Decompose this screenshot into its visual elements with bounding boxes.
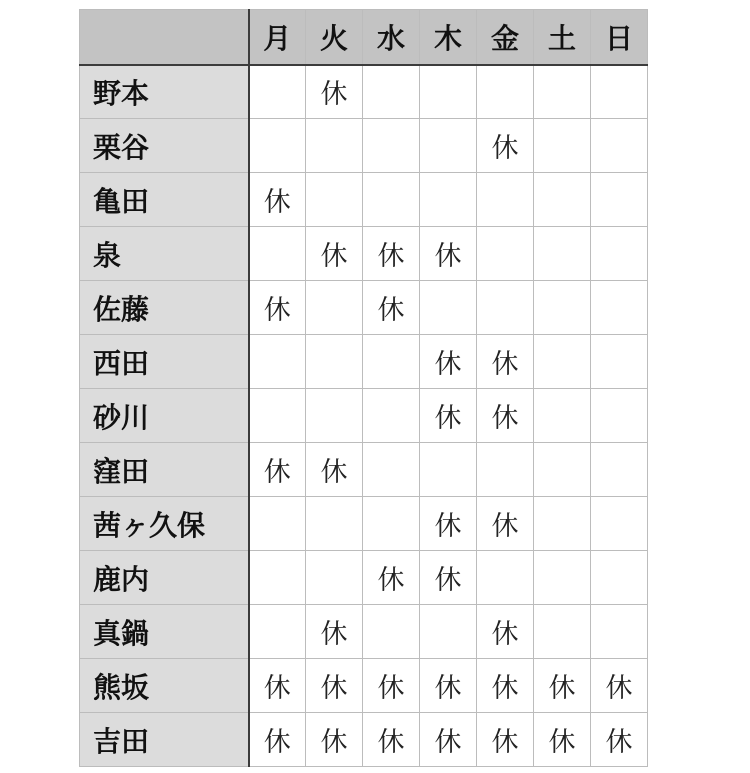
schedule-cell-tue [306,281,363,335]
schedule-cell-thu: 休 [420,551,477,605]
schedule-cell-mon: 休 [249,713,306,767]
schedule-cell-sun [591,551,648,605]
schedule-cell-sat [534,227,591,281]
schedule-cell-tue [306,173,363,227]
employee-name: 砂川 [80,389,249,443]
schedule-cell-sun [591,335,648,389]
schedule-cell-wed: 休 [363,713,420,767]
day-header-mon: 月 [249,10,306,65]
schedule-cell-fri [477,281,534,335]
schedule-cell-sat [534,335,591,389]
schedule-cell-tue: 休 [306,227,363,281]
schedule-cell-fri: 休 [477,119,534,173]
schedule-cell-sat [534,497,591,551]
day-header-thu: 木 [420,10,477,65]
schedule-cell-sat: 休 [534,659,591,713]
schedule-cell-mon [249,65,306,119]
schedule-cell-sat [534,389,591,443]
schedule-cell-mon: 休 [249,443,306,497]
schedule-cell-sun [591,497,648,551]
schedule-cell-wed: 休 [363,281,420,335]
schedule-cell-mon [249,551,306,605]
shift-schedule-table [79,9,648,767]
table-row [80,65,648,119]
schedule-cell-fri: 休 [477,335,534,389]
schedule-cell-sun [591,227,648,281]
schedule-cell-sun [591,443,648,497]
schedule-cell-tue: 休 [306,443,363,497]
schedule-cell-wed: 休 [363,659,420,713]
table-row [80,389,648,443]
schedule-cell-sat [534,119,591,173]
schedule-cell-sat [534,443,591,497]
table-row [80,551,648,605]
schedule-cell-fri: 休 [477,389,534,443]
schedule-cell-fri [477,173,534,227]
employee-name: 西田 [80,335,249,389]
schedule-cell-fri [477,443,534,497]
schedule-cell-wed [363,335,420,389]
schedule-cell-mon [249,227,306,281]
schedule-cell-thu [420,119,477,173]
day-header-sun: 日 [591,10,648,65]
schedule-cell-mon [249,335,306,389]
day-header-wed: 水 [363,10,420,65]
schedule-cell-mon: 休 [249,173,306,227]
schedule-cell-tue [306,551,363,605]
schedule-cell-sat [534,281,591,335]
header-row [80,10,648,65]
schedule-cell-mon [249,497,306,551]
table-row [80,227,648,281]
schedule-cell-tue: 休 [306,713,363,767]
table-header [80,10,648,65]
schedule-cell-mon: 休 [249,659,306,713]
schedule-cell-thu [420,281,477,335]
corner-cell [80,10,249,65]
employee-name: 亀田 [80,173,249,227]
schedule-cell-sat [534,605,591,659]
schedule-cell-thu [420,443,477,497]
schedule-cell-wed: 休 [363,227,420,281]
table-row [80,173,648,227]
schedule-cell-tue [306,497,363,551]
schedule-cell-fri [477,65,534,119]
schedule-cell-mon [249,389,306,443]
schedule-cell-sun: 休 [591,659,648,713]
schedule-cell-thu: 休 [420,335,477,389]
schedule-cell-wed [363,443,420,497]
schedule-cell-sun [591,119,648,173]
schedule-cell-thu: 休 [420,713,477,767]
employee-name: 窪田 [80,443,249,497]
schedule-cell-sat [534,551,591,605]
schedule-cell-mon [249,119,306,173]
schedule-cell-sun [591,65,648,119]
employee-name: 泉 [80,227,249,281]
schedule-cell-sat [534,65,591,119]
schedule-cell-thu [420,65,477,119]
schedule-cell-fri [477,551,534,605]
table-row [80,443,648,497]
day-header-tue: 火 [306,10,363,65]
employee-name: 熊坂 [80,659,249,713]
schedule-cell-thu [420,605,477,659]
schedule-cell-fri: 休 [477,713,534,767]
schedule-cell-wed [363,497,420,551]
table-row [80,119,648,173]
schedule-cell-tue [306,335,363,389]
employee-name: 鹿内 [80,551,249,605]
schedule-cell-sun [591,281,648,335]
schedule-cell-fri [477,227,534,281]
schedule-cell-mon [249,605,306,659]
schedule-cell-thu [420,173,477,227]
schedule-cell-wed [363,389,420,443]
schedule-cell-tue [306,389,363,443]
employee-name: 吉田 [80,713,249,767]
schedule-cell-thu: 休 [420,389,477,443]
schedule-cell-wed [363,173,420,227]
schedule-cell-sat [534,173,591,227]
table-row [80,605,648,659]
schedule-cell-tue: 休 [306,65,363,119]
schedule-cell-mon: 休 [249,281,306,335]
table-row [80,497,648,551]
schedule-cell-fri: 休 [477,659,534,713]
schedule-cell-thu: 休 [420,227,477,281]
schedule-cell-sun [591,173,648,227]
schedule-cell-thu: 休 [420,659,477,713]
employee-name: 栗谷 [80,119,249,173]
employee-name: 茜ヶ久保 [80,497,249,551]
employee-name: 真鍋 [80,605,249,659]
schedule-cell-tue: 休 [306,605,363,659]
schedule-cell-sun [591,389,648,443]
schedule-cell-wed: 休 [363,551,420,605]
day-header-fri: 金 [477,10,534,65]
schedule-cell-sun [591,605,648,659]
schedule-cell-wed [363,65,420,119]
table-row [80,713,648,767]
table-body [80,65,648,767]
table-row [80,281,648,335]
schedule-cell-tue [306,119,363,173]
employee-name: 佐藤 [80,281,249,335]
schedule-cell-fri: 休 [477,497,534,551]
employee-name: 野本 [80,65,249,119]
table-row [80,659,648,713]
table-row [80,335,648,389]
schedule-cell-sun: 休 [591,713,648,767]
schedule-cell-wed [363,605,420,659]
schedule-cell-tue: 休 [306,659,363,713]
schedule-cell-sat: 休 [534,713,591,767]
day-header-sat: 土 [534,10,591,65]
schedule-cell-fri: 休 [477,605,534,659]
schedule-cell-thu: 休 [420,497,477,551]
schedule-cell-wed [363,119,420,173]
